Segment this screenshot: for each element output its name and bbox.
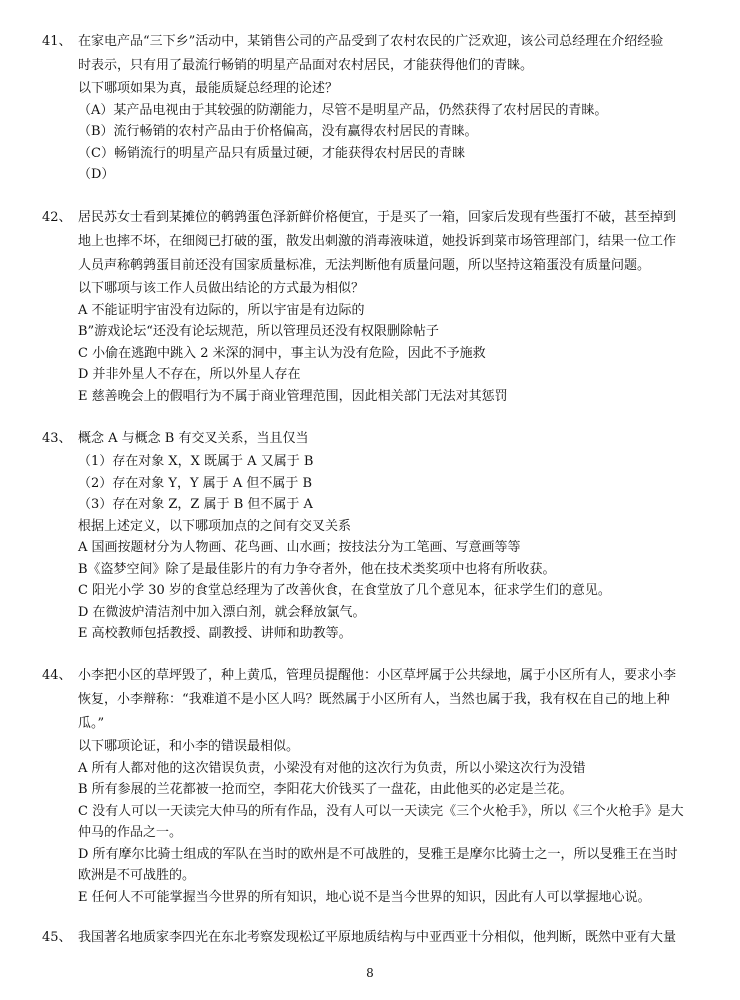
option: C 没有人可以一天读完大仲马的所有作品，没有人可以一天读完《三个火枪手》，所以《三个火枪手》是大 — [78, 803, 684, 819]
option: B 所有参展的兰花都被一抢而空，李阳花大价钱买了一盘花，由此他买的必定是兰花。 — [78, 782, 573, 797]
stem-line: 瓜。” — [78, 716, 105, 731]
question-stem — [42, 926, 702, 950]
question-stem — [42, 427, 702, 451]
option: （3）存在对象 Z，Z 属于 B 但不属于 A — [78, 497, 313, 512]
question-number: 44、 — [42, 668, 72, 683]
question-45 — [42, 926, 702, 950]
option: C 阳光小学 30 岁的食堂总经理为了改善伙食，在食堂放了几个意见本，征求学生们的意见。 — [78, 583, 611, 598]
option: A 不能证明宇宙没有边际的，所以宇宙是有边际的 — [78, 302, 365, 318]
option: （C）畅销流行的明星产品只有质量过硬，才能获得农村居民的青睐 — [78, 145, 465, 161]
option: E 慈善晚会上的假唱行为不属于商业管理范围，因此相关部门无法对其惩罚 — [78, 388, 508, 404]
stem-line: 在家电产品“三下乡”活动中，某销售公司的产品受到了农村农民的广泛欢迎，该公司总经理在介绍经验 — [78, 34, 664, 49]
option: D 在微波炉清洁剂中加入漂白剂，就会释放氯气。 — [78, 604, 366, 620]
option: （1）存在对象 X，X 既属于 A 又属于 B — [78, 454, 314, 469]
stem-line: 人员声称鹌鹑蛋目前还没有国家质量标准，无法判断他有质量问题，所以坚持这箱蛋没有质量问题。 — [78, 258, 651, 273]
option: （A）某产品电视由于其较强的防潮能力，尽管不是明星产品，仍然获得了农村居民的青睐。 — [78, 102, 608, 118]
option: E 高校教师包括教授、副教授、讲师和助教等。 — [78, 626, 352, 641]
page-number: 8 — [366, 966, 374, 980]
option: B《盗梦空间》除了是最佳影片的有力争夺者外，他在技术类奖项中也将有所收获。 — [78, 561, 556, 577]
option: D 并非外星人不存在，所以外星人存在 — [78, 367, 301, 382]
option: （D） — [78, 167, 115, 182]
question-stem — [42, 206, 702, 278]
question-42 — [42, 206, 702, 407]
question-41 — [42, 30, 702, 186]
stem-line: 地上也摔不坏，在细阅已打破的蛋，散发出刺激的消毒液味道，她投诉到菜市场管理部门，结果一位工作 — [78, 234, 677, 249]
option: A 所有人都对他的这次错误负责，小梁没有对他的这次行为负责，所以小梁这次行为没错 — [78, 760, 586, 776]
question-44 — [42, 664, 702, 908]
option: D 所有摩尔比骑士组成的军队在当时的欧州是不可战胜的，旻雅王是摩尔比骑士之一，所以旻雅王在当时 — [78, 846, 678, 862]
question-stem — [42, 664, 702, 736]
option: A 国画按题材分为人物画、花鸟画、山水画；按技法分为工笔画、写意画等等 — [78, 540, 521, 555]
question-prompt: 以下哪项如果为真，最能质疑总经理的论述？ — [78, 81, 339, 96]
question-number: 45、 — [42, 930, 72, 945]
question-number: 41、 — [42, 34, 72, 49]
question-43 — [42, 427, 702, 645]
question-number: 42、 — [42, 210, 72, 225]
question-prompt: 以下哪项论证，和小李的错误最相似。 — [78, 739, 300, 754]
option: （2）存在对象 Y，Y 属于 A 但不属于 B — [78, 475, 313, 491]
stem-line: 我国著名地质家李四光在东北考察发现松辽平原地质结构与中亚西亚十分相似，他判断，既然中亚有大量 — [78, 930, 677, 945]
question-prompt: 以下哪项与该工作人员做出结论的方式最为相似？ — [78, 281, 365, 296]
option: C 小偷在逃跑中跳入 2 米深的洞中，事主认为没有危险，因此不予施救 — [78, 345, 486, 361]
option: 根据上述定义，以下哪项加点的之间有交叉关系 — [78, 518, 352, 534]
stem-line: 时表示，只有用了最流行畅销的明星产品面对农村居民，才能获得他们的青睐。 — [78, 58, 534, 73]
stem-line: 概念 A 与概念 B 有交叉关系，当且仅当 — [78, 431, 309, 446]
option: 仲马的作品之一。 — [78, 825, 183, 840]
option: 欧洲是不可战胜的。 — [78, 868, 196, 883]
question-number: 43、 — [42, 431, 72, 446]
question-stem — [42, 30, 702, 78]
stem-line: 居民苏女士看到某摊位的鹌鹑蛋色泽新鲜价格便宜，于是买了一箱，回家后发现有些蛋打不破，甚至掉到 — [78, 210, 677, 225]
option: B”游戏论坛“还没有论坛规范，所以管理员还没有权限删除帖子 — [78, 324, 439, 339]
stem-line: 恢复，小李辩称：“我难道不是小区人吗？既然属于小区所有人，当然也属于我，我有权在自己的地上种 — [78, 692, 670, 707]
option: E 任何人不可能掌握当今世界的所有知识，地心说不是当今世界的知识，因此有人可以掌握地心说。 — [78, 889, 651, 905]
stem-line: 小李把小区的草坪毁了，种上黄瓜，管理员提醒他：小区草坪属于公共绿地，属于小区所有人，要求小李 — [78, 668, 677, 683]
option: （B）流行畅销的农村产品由于价格偏高，没有赢得农村居民的青睐。 — [78, 124, 478, 139]
